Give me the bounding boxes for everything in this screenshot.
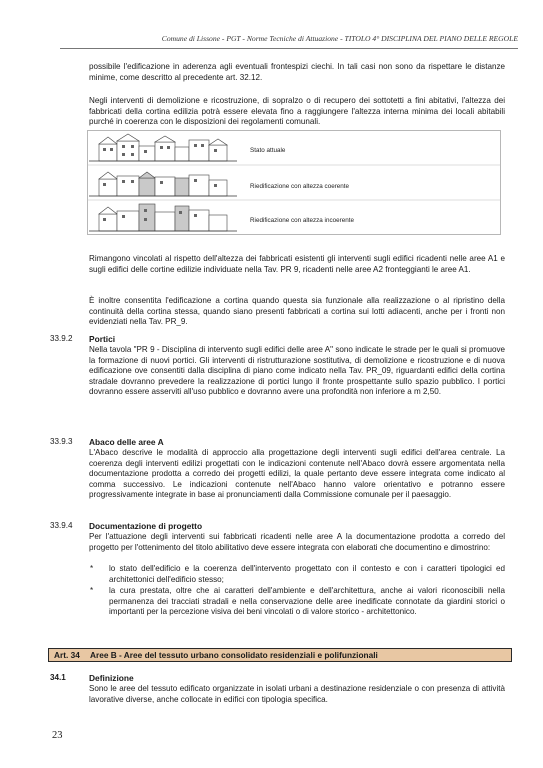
section-number-33-9-3: 33.9.3 (50, 437, 73, 446)
section-title-portici: Portici (89, 334, 116, 344)
paragraph-edificazione-cortina: È inoltre consentita l'edificazione a cortina quando questa sia funzionale alla realizzazione o al ripristino della continuità della cortina stessa, quando siano presenti fabbricati a cortina sui lotti adiacenti, anche per i fronti non evidenziati nella Tav. PR_9. (89, 296, 505, 327)
section-number-33-9-2: 33.9.2 (50, 334, 73, 343)
bullet-item: la cura prestata, oltre che ai caratteri dell'ambiente e dell'architettura, anche ai valori riconoscibili nella permanenza dei tracciati stradali e nella conservazione delle aree inedificate connotate da giardini storici o importanti per la percezione visiva dei beni vincolati o di valore storico - architettonico. (109, 586, 505, 617)
article-title: Aree B - Aree del tessuto urbano consolidato residenziali e polifunzionali (90, 650, 378, 660)
label-coherent: Riedificazione con altezza coerente (250, 183, 350, 190)
section-number-33-9-4: 33.9.4 (50, 521, 73, 530)
label-incoherent: Riedificazione con altezza incoerente (250, 217, 354, 224)
bullet-mark: * (90, 586, 94, 595)
section-title-definizione: Definizione (89, 673, 134, 683)
building-height-diagram (87, 130, 501, 235)
bullet-item: lo stato dell'edificio e la coerenza dell'intervento progettato con il contesto e con i caratteri tipologici ed architettonici dell'edificio stesso; (109, 564, 505, 584)
section-body-portici: Nella tavola "PR 9 - Disciplina di intervento sugli edifici delle aree A" sono indicate le strade per le quali si promuove la formazione di nuovi portici. Gli interventi di ristrutturazione sostitutiva, di demolizione e ricostruzione e di nuova edificazione ove consentiti dalla disciplina di piano come indicato nella Tav. PR_09, riguardanti edifici della cortina stradale dovranno prevedere la realizzazione di portici lungo il fronte prospettante sullo spazio pubblico. I portici dovranno essere asserviti all'uso pubblico e dovranno avere una profondità non inferiore a m 2,50. (89, 345, 505, 397)
label-existing: Stato attuale (250, 147, 286, 154)
section-body-definizione: Sono le aree del tessuto edificato organizzate in isolati urbani a destinazione residenziale o con presenza di attività lavorative diverse, anche collocate in edifici con tipologia specifica. (89, 684, 505, 704)
section-body-abaco: L'Abaco descrive le modalità di approccio alla progettazione degli interventi sugli edifici dell'area centrale. La coerenza degli interventi edilizi progettati con le indicazioni contenute nell'Abaco dovrà essere argomentata nella documentazione prodotta a corredo dei progetti edilizi, la quale pertanto deve essere integrata come indicato al comma successivo. Le indicazioni contenute nell'Abaco hanno valore orientativo e potranno essere progressivamente integrate in base ai pronunciamenti dalla Commissione comunale per il paesaggio. (89, 448, 505, 500)
section-title-abaco: Abaco delle aree A (89, 437, 164, 447)
article-number: Art. 34 (54, 650, 80, 660)
page-number: 23 (52, 730, 63, 741)
section-number-34-1: 34.1 (50, 673, 66, 682)
running-header: Comune di Lissone - PGT - Norme Tecniche di Attuazione - TITOLO 4° DISCIPLINA DEL PIANO DELLE REGOLE (161, 34, 518, 43)
incoherent-elevation (99, 204, 227, 231)
building-height-figure (87, 130, 501, 235)
article-heading-bar (48, 648, 512, 662)
section-title-documentazione: Documentazione di progetto (89, 521, 203, 531)
paragraph-frontespizi: possibile l'edificazione in aderenza agli eventuali frontespizi ciechi. In tali casi non sono da rispettare le distanze minime, come descritto al precedente art. 32.12. (89, 62, 505, 82)
paragraph-altezza-cortina: Negli interventi di demolizione e ricostruzione, di sopralzo o di recupero dei sottotetti a fini abitativi, l'altezza dei fabbricati della cortina edilizia potrà essere elevata fino a raggiungere l'altezza interna minima dei locali abitabili purché in coerenza con le disposizioni dei regolamenti comunali. (89, 96, 505, 127)
bullet-mark: * (90, 564, 94, 573)
section-body-documentazione: Per l'attuazione degli interventi sui fabbricati ricadenti nelle aree A la documentazione prodotta a corredo del progetto per l'ottenimento del titolo abilitativo deve essere integrata con elaborati che documentino e dimostrino: (89, 532, 505, 552)
header-rule (60, 48, 518, 49)
paragraph-vincoli-altezza: Rimangono vincolati al rispetto dell'altezza dei fabbricati esistenti gli interventi sugli edifici ricadenti nelle aree A1 e sugli edifici delle cortine edilizie individuate nella Tav. PR 9, ricadenti nelle aree A2 fronteggianti le aree A1. (89, 254, 505, 274)
